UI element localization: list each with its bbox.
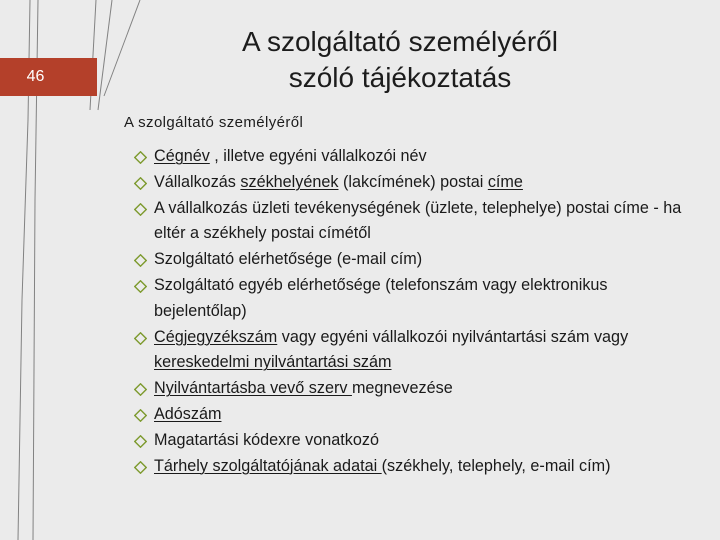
bullet-link-text[interactable]: Nyilvántartásba vevő szerv bbox=[154, 379, 352, 398]
list-item bbox=[134, 196, 694, 248]
page-number: 46 bbox=[26, 68, 45, 85]
list-item bbox=[134, 376, 694, 402]
bullet-text: Vállalkozás bbox=[154, 172, 241, 191]
list-item bbox=[134, 273, 694, 325]
bullet-text: (lakcímének) postai bbox=[338, 172, 488, 191]
list-item bbox=[134, 247, 694, 273]
list-item bbox=[134, 325, 694, 377]
slide-title bbox=[140, 24, 660, 96]
bullet-link-text[interactable]: székhelyének bbox=[240, 172, 339, 191]
diamond-bullet-icon bbox=[134, 177, 147, 190]
bullet-link-text[interactable]: címe bbox=[487, 172, 523, 191]
bullet-text: vagy egyéni vállalkozói nyilvántartási szám vagy bbox=[277, 327, 629, 346]
bullet-link-text[interactable]: Cégjegyzékszám bbox=[154, 327, 278, 346]
bullet-text: Magatartási kódexre vonatkozó bbox=[154, 430, 379, 449]
bullet-text: Szolgáltató egyéb elérhetősége (telefonszám vagy elektronikus bejelentőlap) bbox=[154, 275, 608, 320]
diamond-bullet-icon bbox=[134, 383, 147, 396]
list-item bbox=[134, 170, 694, 196]
bullet-text: A vállalkozás üzleti tevékenységének (üzlete, telephelye) postai címe - ha eltér a székhely postai címétől bbox=[154, 198, 682, 243]
bullet-text: (e-mail cím) bbox=[332, 250, 423, 269]
diamond-bullet-icon bbox=[134, 280, 147, 293]
title-line-2: szóló tájékoztatás bbox=[288, 62, 512, 93]
bullet-link-text[interactable]: Adószám bbox=[154, 404, 222, 423]
diamond-bullet-icon bbox=[134, 461, 147, 474]
diamond-bullet-icon bbox=[134, 409, 147, 422]
list-item bbox=[134, 144, 694, 170]
list-item bbox=[134, 454, 694, 480]
bullet-text: megnevezése bbox=[351, 379, 453, 398]
list-item bbox=[134, 402, 694, 428]
bullet-text: Szolgáltató elérhetősége bbox=[154, 250, 333, 269]
title-line-1: A szolgáltató személyéről bbox=[242, 26, 558, 57]
diamond-bullet-icon bbox=[134, 254, 147, 267]
bullet-text: , illetve egyéni vállalkozói név bbox=[209, 147, 427, 165]
bullet-link-text[interactable]: Tárhely szolgáltatójának adatai bbox=[154, 456, 382, 475]
bullet-list bbox=[134, 144, 694, 479]
diamond-bullet-icon bbox=[134, 332, 147, 345]
diamond-bullet-icon bbox=[134, 203, 147, 216]
diamond-bullet-icon bbox=[134, 435, 147, 448]
list-item bbox=[134, 428, 694, 454]
section-heading: A szolgáltató személyéről bbox=[124, 114, 304, 131]
bullet-link-text[interactable]: Cégnév bbox=[154, 147, 210, 165]
bullet-link-text[interactable]: kereskedelmi nyilvántartási szám bbox=[154, 353, 392, 372]
bullet-text: (székhely, telephely, e-mail cím) bbox=[381, 456, 611, 475]
page-number-tab bbox=[0, 58, 97, 96]
diamond-bullet-icon bbox=[134, 151, 147, 164]
